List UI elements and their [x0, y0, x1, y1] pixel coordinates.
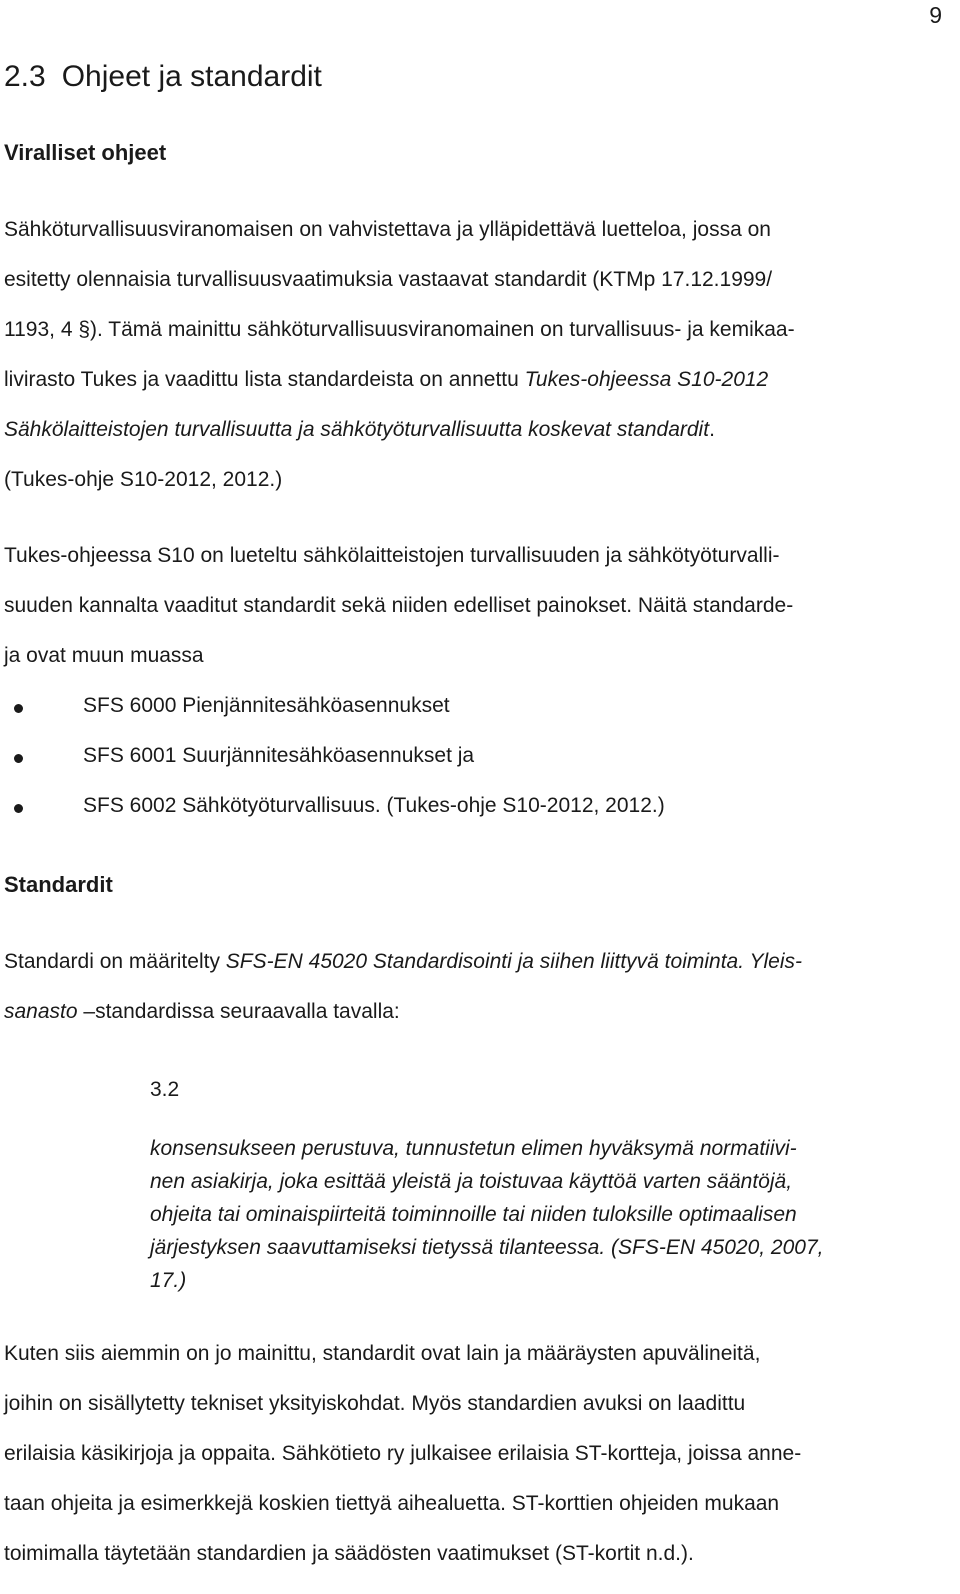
para1-line4-text: livirasto Tukes ja vaadittu lista standardeista on annettu — [4, 368, 525, 391]
para2-line1: Tukes-ohjeessa S10 on lueteltu sähkölaitteistojen turvallisuuden ja sähkötyöturvalli- — [4, 544, 780, 567]
subheading-standards: Standardit — [4, 872, 113, 897]
para1-line1: Sähköturvallisuusviranomaisen on vahvistettava ja ylläpidettävä luetteloa, jossa on — [4, 218, 771, 241]
definition-line3: ohjeita tai ominaispiirteitä toiminnoille tai niiden tuloksille optimaalisen — [150, 1203, 797, 1226]
para4-line4: taan ohjeita ja esimerkkejä koskien tiettyä aihealuetta. ST-korttien ohjeiden mukaan — [4, 1492, 780, 1515]
standard-title-ref: Sähkölaitteistojen turvallisuutta ja sähkötyöturvallisuutta koskevat standardit — [4, 418, 710, 441]
page-number: 9 — [929, 2, 942, 28]
tukes-ohje-ref: Tukes-ohjeessa S10-2012 — [524, 368, 769, 391]
definition-line2: nen asiakirja, joka esittää yleistä ja toistuvaa käyttöä varten sääntöjä, — [150, 1170, 793, 1193]
para1-line6: (Tukes-ohje S10-2012, 2012.) — [4, 468, 283, 491]
para4-line1: Kuten siis aiemmin on jo mainittu, standardit ovat lain ja määräysten apuvälineitä, — [4, 1342, 761, 1365]
para1-line5 — [4, 418, 715, 442]
sanasto-ref: sanasto — [4, 1000, 78, 1023]
section-number: 2.3 — [4, 60, 46, 93]
bullet-item-sfs6000: SFS 6000 Pienjännitesähköasennukset — [83, 694, 450, 717]
para2-line3: ja ovat muun muassa — [4, 644, 204, 667]
definition-line5: 17.) — [150, 1269, 187, 1292]
para1-line5-end: . — [709, 418, 715, 441]
para3-line1-text: Standardi on määritelty — [4, 950, 226, 973]
para1-line2: esitetty olennaisia turvallisuusvaatimuksia vastaavat standardit (KTMp 17.12.1999/ — [4, 268, 773, 291]
para3-line2-text: –standardissa seuraavalla tavalla: — [77, 1000, 400, 1023]
bullet-dot — [14, 804, 23, 813]
bullet-item-sfs6002: SFS 6002 Sähkötyöturvallisuus. (Tukes-ohje S10-2012, 2012.) — [83, 794, 665, 817]
para4-line5: toimimalla täytetään standardien ja säädösten vaatimukset (ST-kortit n.d.). — [4, 1542, 694, 1565]
definition-line4: järjestyksen saavuttamiseksi tietyssä tilanteessa. (SFS-EN 45020, 2007, — [150, 1236, 824, 1259]
para2-line2: suuden kannalta vaaditut standardit sekä niiden edelliset painokset. Näitä standarde- — [4, 594, 794, 617]
bullet-dot — [14, 754, 23, 763]
definition-line1: konsensukseen perustuva, tunnustetun elimen hyväksymä normatiivi- — [150, 1137, 797, 1160]
bullet-item-sfs6001: SFS 6001 Suurjännitesähköasennukset ja — [83, 744, 475, 767]
sfs-en-45020-ref: SFS-EN 45020 Standardisointi ja siihen liittyvä toiminta. Yleis- — [225, 950, 803, 973]
definition-number: 3.2 — [150, 1078, 180, 1101]
para1-line3: 1193, 4 §). Tämä mainittu sähköturvallisuusviranomainen on turvallisuus- ja kemikaa- — [4, 318, 795, 341]
section-title: Ohjeet ja standardit — [61, 60, 322, 93]
para4-line2: joihin on sisällytetty tekniset yksityiskohdat. Myös standardien avuksi on laadittu — [4, 1392, 746, 1415]
subheading-official: Viralliset ohjeet — [4, 140, 167, 165]
para3-line1 — [4, 950, 802, 974]
section-heading — [4, 60, 322, 94]
bullet-dot — [14, 704, 23, 713]
para4-line3: erilaisia käsikirjoja ja oppaita. Sähkötieto ry julkaisee erilaisia ST-kortteja, joissa anne- — [4, 1442, 802, 1465]
para1-line4 — [4, 368, 768, 392]
para3-line2 — [4, 1000, 400, 1024]
